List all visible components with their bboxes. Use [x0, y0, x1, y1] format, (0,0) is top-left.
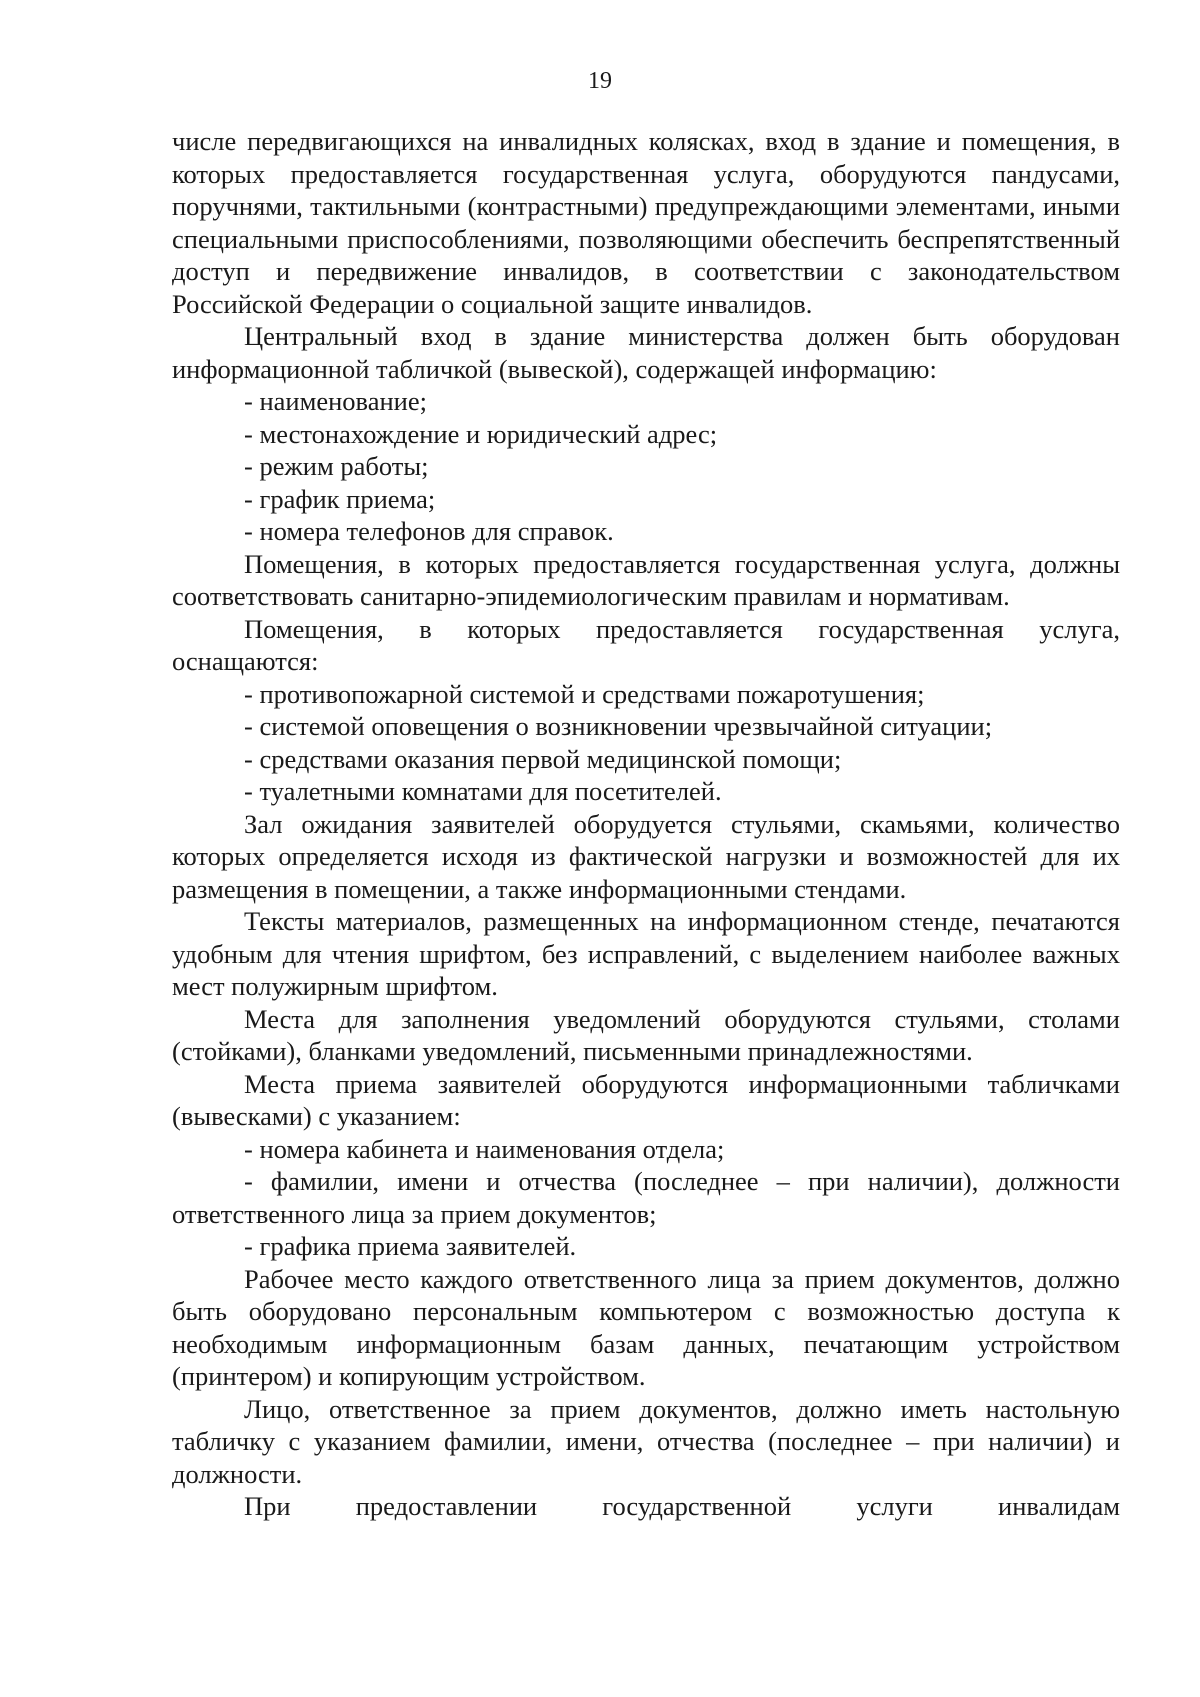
paragraph: Центральный вход в здание министерства должен быть оборудован информационной табличкой (вывеской), содержащей информацию:	[172, 321, 1120, 384]
paragraph: Рабочее место каждого ответственного лица за прием документов, должно быть оборудовано персональным компьютером с возможностью доступа к необходимым информационным базам данных, печатающим устройством (принтером) и копирующим устройством.	[172, 1263, 1120, 1391]
list-item: - противопожарной системой и средствами пожаротушения;	[244, 678, 925, 709]
document-body	[172, 125, 1120, 1523]
list-item: - туалетными комнатами для посетителей.	[244, 776, 722, 806]
paragraph: При предоставлении государственной услуги инвалидам	[244, 1491, 1120, 1521]
list-item: - режим работы;	[244, 451, 429, 481]
paragraph: Помещения, в которых предоставляется государственная услуга, оснащаются:	[172, 613, 1120, 676]
list-item: - номера кабинета и наименования отдела;	[244, 1133, 725, 1164]
paragraph: Тексты материалов, размещенных на информационном стенде, печатаются удобным для чтения шрифтом, без исправлений, с выделением наиболее важных мест полужирным шрифтом.	[172, 906, 1120, 1001]
list-item: - местонахождение и юридический адрес;	[244, 418, 718, 449]
page-number: 19	[588, 68, 612, 94]
paragraph: Лицо, ответственное за прием документов, должно иметь настольную табличку с указанием фамилии, имени, отчества (последнее – при наличии) и должности.	[172, 1393, 1120, 1489]
list-item: - наименование;	[244, 386, 427, 416]
list-item: - номера телефонов для справок.	[244, 516, 614, 546]
paragraph: Зал ожидания заявителей оборудуется стульями, скамьями, количество которых определяется исходя из фактической нагрузки и возможностей для их размещения в помещении, а также информационными стендами.	[172, 808, 1120, 904]
paragraph: Помещения, в которых предоставляется государственная услуга, должны соответствовать санитарно-эпидемиологическим правилам и нормативам.	[172, 548, 1120, 611]
list-item: - график приема;	[244, 483, 436, 514]
list-item: - фамилии, имени и отчества (последнее – при наличии), должности ответственного лица за прием документов;	[172, 1166, 1120, 1229]
paragraph: Места приема заявителей оборудуются информационными табличками (вывесками) с указанием:	[172, 1068, 1120, 1131]
paragraph: числе передвигающихся на инвалидных колясках, вход в здание и помещения, в которых предоставляется государственная услуга, оборудуются пандусами, поручнями, тактильными (контрастными) предупреждающими элементами, иными специальными приспособлениями, позволяющими обеспечить беспрепятственный доступ и передвижение инвалидов, в соответствии с законодательством Российской Федерации о социальной защите инвалидов.	[172, 126, 1120, 319]
list-item: - средствами оказания первой медицинской помощи;	[244, 743, 842, 774]
list-item: - системой оповещения о возникновении чрезвычайной ситуации;	[244, 711, 993, 741]
list-item: - графика приема заявителей.	[244, 1231, 577, 1261]
paragraph: Места для заполнения уведомлений оборудуются стульями, столами (стойками), бланками уведомлений, письменными принадлежностями.	[172, 1003, 1120, 1066]
